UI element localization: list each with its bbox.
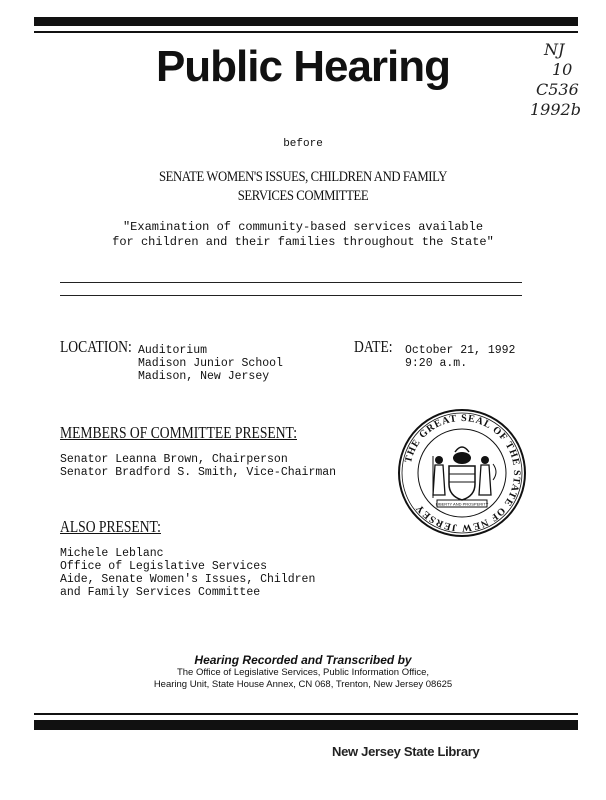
also-present-list <box>60 547 315 599</box>
transcription-heading: Hearing Recorded and Transcribed by <box>194 653 412 667</box>
members-label: MEMBERS OF COMMITTEE PRESENT: <box>60 423 297 442</box>
also-present-line: Aide, Senate Women's Issues, Children <box>60 573 316 586</box>
subject-line: for children and their families throughout the State" <box>112 235 494 249</box>
transcription-line: The Office of Legislative Services, Public Information Office, <box>176 667 430 678</box>
handwritten-line: NJ <box>544 40 565 59</box>
svg-text:THE GREAT SEAL OF THE STATE OF <box>403 413 522 533</box>
handwritten-line: 1992b <box>530 100 581 119</box>
handwritten-line: C536 <box>536 80 579 99</box>
transcription-line: Hearing Unit, State House Annex, CN 068, Trenton, New Jersey 08625 <box>153 679 453 690</box>
also-present-line: Michele Leblanc <box>60 547 164 560</box>
page-title: Public Hearing <box>155 42 451 91</box>
bottom-rule-thick <box>34 720 578 730</box>
subject-line: "Examination of community-based services available <box>122 220 484 234</box>
top-rule-thick <box>34 17 578 26</box>
library-stamp: New Jersey State Library <box>332 744 480 759</box>
members-list <box>60 453 336 479</box>
handwritten-line: 10 <box>552 60 573 79</box>
date-line: October 21, 1992 <box>405 344 516 357</box>
transcription-credit <box>0 653 606 691</box>
date-details <box>405 344 515 370</box>
location-line: Auditorium <box>138 344 208 357</box>
date-label: DATE: <box>354 337 393 356</box>
hearing-subject <box>0 220 606 250</box>
location-line: Madison Junior School <box>138 357 283 370</box>
also-present-label: ALSO PRESENT: <box>60 517 161 536</box>
committee-name <box>45 168 560 206</box>
date-line: 9:20 a.m. <box>405 357 468 370</box>
location-label: LOCATION: <box>60 337 132 356</box>
also-present-line: and Family Services Committee <box>60 586 261 599</box>
committee-line: SENATE WOMEN'S ISSUES, CHILDREN AND FAMILY <box>158 169 448 185</box>
handwritten-call-number <box>530 40 600 120</box>
top-rule-thin <box>34 31 578 33</box>
divider-top <box>60 282 522 283</box>
bottom-rule-thin <box>34 713 578 715</box>
committee-line: SERVICES COMMITTEE <box>237 188 369 204</box>
member-line: Senator Bradford S. Smith, Vice-Chairman <box>60 466 337 479</box>
seal-inscription: THE GREAT SEAL OF THE STATE OF NEW JERSEY <box>403 412 523 534</box>
member-line: Senator Leanna Brown, Chairperson <box>60 453 288 466</box>
also-present-line: Office of Legislative Services <box>60 560 268 573</box>
location-line: Madison, New Jersey <box>138 370 270 383</box>
new-jersey-state-seal <box>397 408 527 538</box>
seal-banner-text: LIBERTY AND PROSPERITY <box>435 501 489 507</box>
location-details <box>138 344 283 383</box>
divider-bottom <box>60 295 522 296</box>
before-label: before <box>283 138 323 150</box>
